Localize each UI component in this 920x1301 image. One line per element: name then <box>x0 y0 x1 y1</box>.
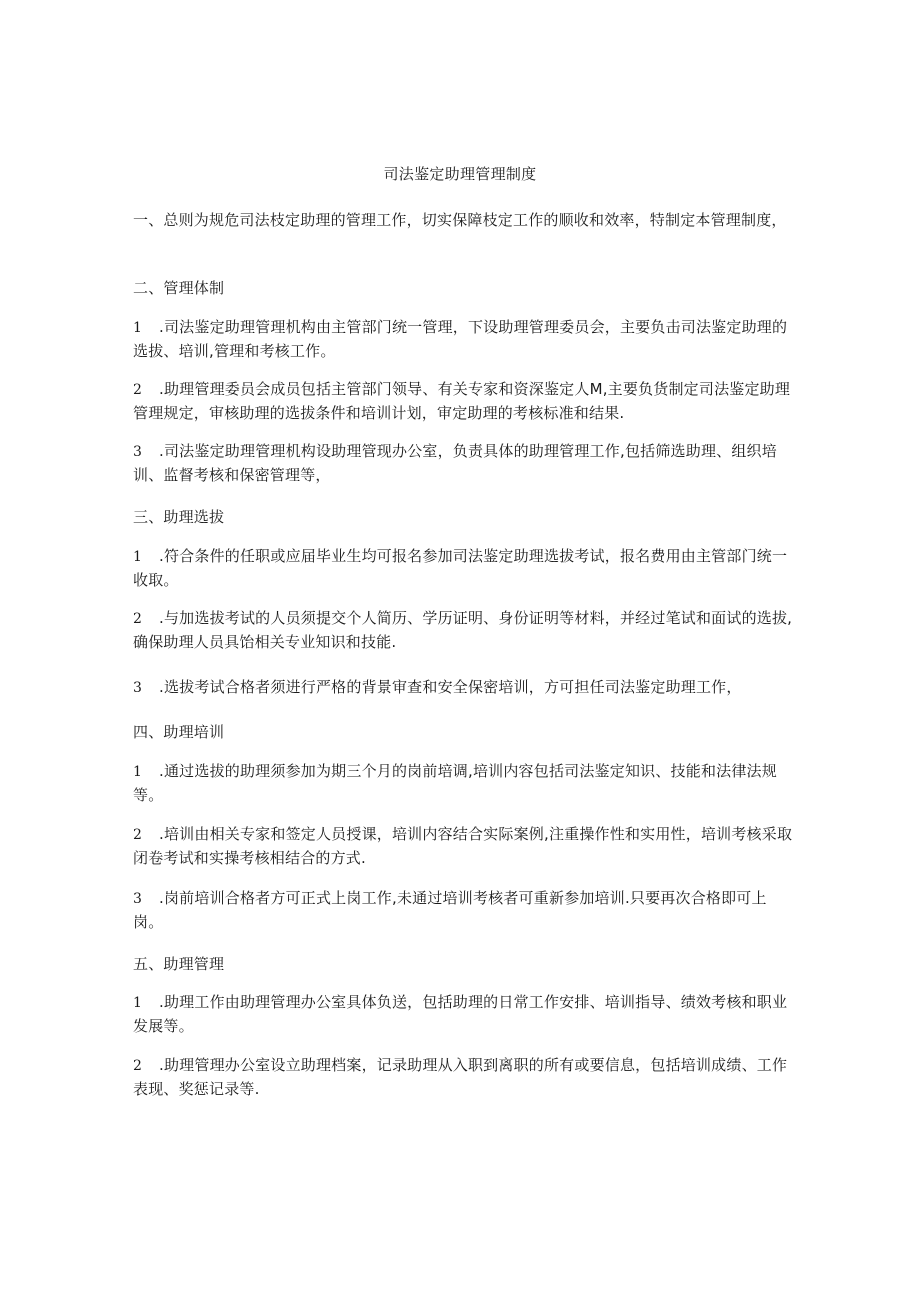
item-number: 1 <box>133 549 143 565</box>
section-4-heading: 四、助理培训 <box>133 723 225 741</box>
item-text: .助理管理委员会成员包括主管部门领导、有关专家和资深鉴定人M,主要负货制定司法鉴定助理管理规定，审核助理的选拔条件和培训计划，审定助理的考核标准和结果. <box>133 380 791 422</box>
item-number: 1 <box>133 995 143 1011</box>
section-3-item-2 <box>133 607 795 654</box>
section-2-item-2 <box>133 378 795 425</box>
item-text: .选拔考试合格者须进行严格的背景审查和安全保密培训，方可担任司法鉴定助理工作， <box>159 678 742 696</box>
item-number: 2 <box>133 1058 143 1074</box>
item-number: 3 <box>133 891 143 907</box>
item-number: 1 <box>133 764 143 780</box>
section-4-item-2 <box>133 823 795 870</box>
section-1-general: 一、总则为规危司法枝定助理的管理工作，切实保障枝定工作的顺收和效率，特制定本管理制度， <box>133 211 787 229</box>
item-text: .岗前培训合格者方可正式上岗工作,未通过培训考核者可重新参加培训.只要再次合格即可上岗。 <box>133 889 767 931</box>
section-5-item-1 <box>133 991 795 1038</box>
section-2-heading: 二、管理体制 <box>133 279 225 297</box>
section-3-item-3 <box>133 676 795 700</box>
item-text: .助理工作由助理管理办公室具体负送，包括助理的日常工作安排、培训指导、绩效考核和职业发展等。 <box>133 993 788 1035</box>
section-3-heading: 三、助理选拔 <box>133 508 225 526</box>
section-5-heading: 五、助理管理 <box>133 955 225 973</box>
item-text: .司法鉴定助理管理机构由主管部门统一管理，下设助理管理委员会，主要负击司法鉴定助理的选拔、培训,管理和考核工作。 <box>133 318 788 360</box>
item-text: .司法鉴定助理管理机构设助理管现办公室，负责具体的助理管理工作,包括筛选助理、组织培训、监督考核和保密管理等， <box>133 442 777 484</box>
item-number: 3 <box>133 444 143 460</box>
section-4-item-3 <box>133 887 795 934</box>
item-number: 2 <box>133 611 143 627</box>
item-text: .与加选拔考试的人员须提交个人简历、学历证明、身份证明等材料，并经过笔试和面试的选拔,确保助理人员具饴相关专业知识和技能. <box>133 609 793 651</box>
section-2-item-1 <box>133 316 795 363</box>
item-number: 3 <box>133 680 143 696</box>
section-5-item-2 <box>133 1054 795 1101</box>
item-text: .助理管理办公室设立助理档案，记录助理从入职到离职的所有或要信息，包括培训成绩、工作表现、奖惩记录等. <box>133 1056 788 1098</box>
item-text: .通过选拔的助理须参加为期三个月的岗前培调,培训内容包括司法鉴定知识、技能和法律法规等。 <box>133 762 777 804</box>
item-number: 2 <box>133 382 143 398</box>
section-3-item-1 <box>133 545 795 592</box>
section-4-item-1 <box>133 760 795 807</box>
item-text: .培训由相关专家和签定人员授课，培训内容结合实际案例,注重操作性和实用性，培训考核采取闭卷考试和实操考核相结合的方式. <box>133 825 793 867</box>
item-number: 2 <box>133 827 143 843</box>
section-2-item-3 <box>133 440 795 487</box>
document-title: 司法鉴定助理管理制度 <box>383 165 537 183</box>
item-number: 1 <box>133 320 143 336</box>
item-text: .符合条件的任职或应届毕业生均可报名参加司法鉴定助理选拔考试，报名费用由主管部门统一收取。 <box>133 547 788 589</box>
